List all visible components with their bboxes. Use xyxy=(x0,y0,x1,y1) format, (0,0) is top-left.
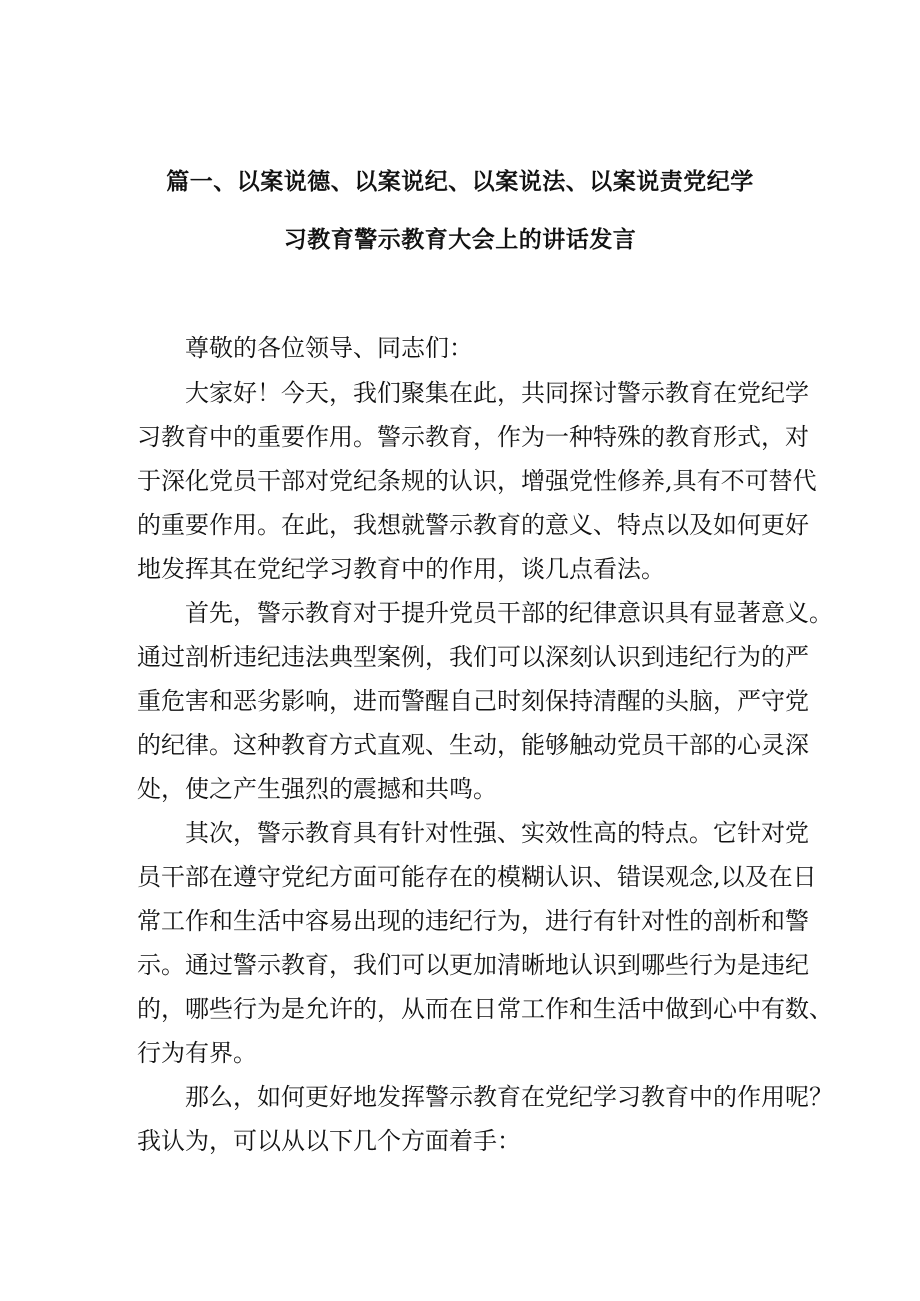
body-line: 大家好！今天，我们聚集在此，共同探讨警示教育在党纪学 xyxy=(185,379,809,407)
body-line: 通过剖析违纪违法典型案例，我们可以深刻认识到违纪行为的严 xyxy=(137,643,809,671)
body-line: 的，哪些行为是允许的，从而在日常工作和生活中做到心中有数、 xyxy=(137,995,833,1023)
body-line: 我认为，可以从以下几个方面着手： xyxy=(137,1127,521,1155)
body-line: 员干部在遵守党纪方面可能存在的模糊认识、错误观念,以及在日 xyxy=(137,863,817,891)
body-line: 的纪律。这种教育方式直观、生动，能够触动党员干部的心灵深 xyxy=(137,731,809,759)
body-line: 首先，警示教育对于提升党员干部的纪律意识具有显著意义。 xyxy=(185,599,833,627)
salutation: 尊敬的各位领导、同志们： xyxy=(185,334,473,362)
body-line: 地发挥其在党纪学习教育中的作用，谈几点看法。 xyxy=(137,555,665,583)
title-line-1: 篇一、以案说德、以案说纪、以案说法、以案说责党纪学 xyxy=(166,169,754,195)
body-line: 于深化党员干部对党纪条规的认识，增强党性修养,具有不可替代 xyxy=(137,467,817,495)
body-line: 常工作和生活中容易出现的违纪行为，进行有针对性的剖析和警 xyxy=(137,907,809,935)
body-line: 其次，警示教育具有针对性强、实效性高的特点。它针对党 xyxy=(185,819,809,847)
body-line: 那么，如何更好地发挥警示教育在党纪学习教育中的作用呢？ xyxy=(185,1083,833,1111)
body-line: 示。通过警示教育，我们可以更加清晰地认识到哪些行为是违纪 xyxy=(137,951,809,979)
body-line: 的重要作用。在此，我想就警示教育的意义、特点以及如何更好 xyxy=(137,511,809,539)
body-line: 重危害和恶劣影响，进而警醒自己时刻保持清醒的头脑，严守党 xyxy=(137,687,809,715)
body-line: 行为有界。 xyxy=(137,1039,257,1067)
body-line: 处，使之产生强烈的震撼和共鸣。 xyxy=(137,775,497,803)
body-line: 习教育中的重要作用。警示教育，作为一种特殊的教育形式，对 xyxy=(137,423,809,451)
title-line-2: 习教育警示教育大会上的讲话发言 xyxy=(283,227,637,253)
